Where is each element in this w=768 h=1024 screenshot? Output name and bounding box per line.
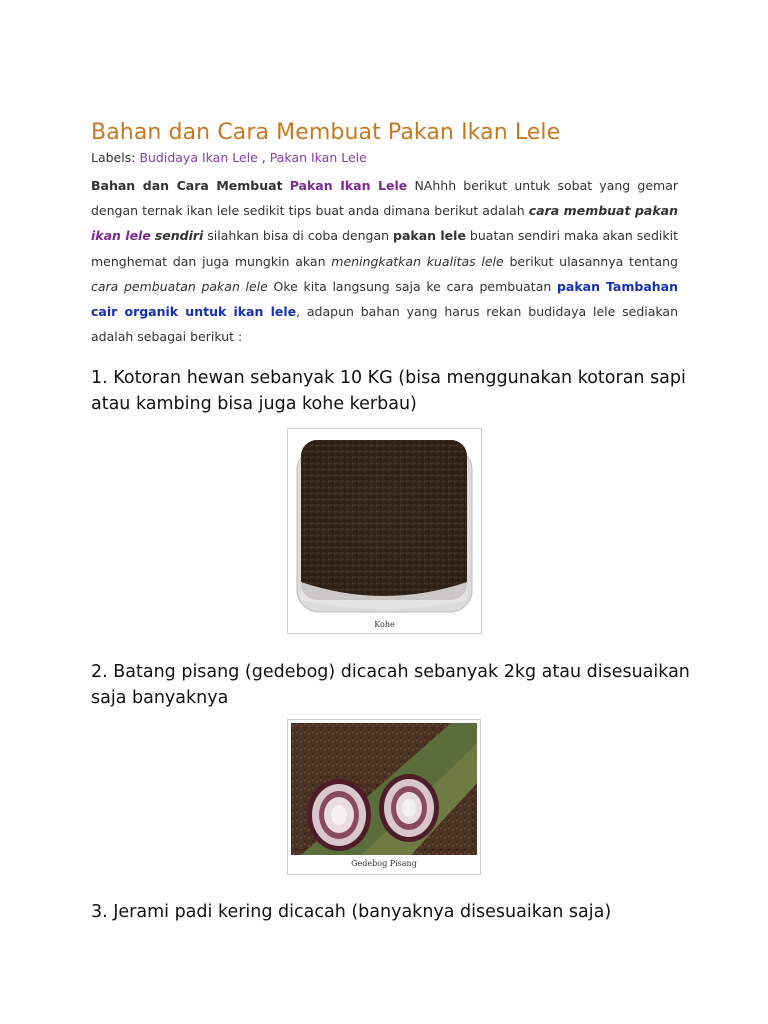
step-2: 2. Batang pisang (gedebog) dicacah sebanyak 2kg atau disesuaikan saja banyaknya — [91, 662, 690, 708]
labels-separator: , — [257, 150, 270, 165]
intro-bold-italic: sendiri — [154, 228, 204, 244]
figure-caption-gedebog: Gedebog Pisang — [351, 859, 417, 868]
gedebog-image — [291, 723, 477, 855]
intro-paragraph — [91, 173, 678, 349]
intro-text: berikut ulasannya tentang — [509, 253, 678, 269]
intro-italic: meningkatkan kualitas lele — [331, 253, 504, 269]
label-link-budidaya[interactable]: Budidaya Ikan Lele — [139, 150, 258, 165]
intro-highlight-link: pakan Tambahan cair organik untuk ikan lele — [91, 278, 679, 320]
intro-bold: Bahan dan Cara Membuat — [91, 178, 283, 193]
intro-highlight: Pakan Ikan Lele — [289, 178, 408, 193]
intro-bold-italic: cara membuat pakan — [528, 203, 678, 219]
figure-caption-kohe: Kohe — [374, 620, 395, 629]
labels-line — [91, 149, 678, 167]
figure-kohe — [287, 428, 482, 634]
article-title: Bahan dan Cara Membuat Pakan Ikan Lele — [91, 120, 561, 145]
intro-text: Oke kita langsung saja ke cara pembuatan — [273, 278, 552, 294]
intro-text: NAhhh berikut untuk sobat yang gemar dengan ternak ikan lele sedikit tips buat anda dimana berikut adalah — [91, 178, 678, 219]
kohe-image — [291, 432, 478, 614]
intro-highlight-italic: ikan lele — [91, 228, 151, 244]
figure-gedebog — [287, 719, 481, 875]
intro-italic: cara pembuatan pakan lele — [91, 278, 268, 294]
intro-text: , adapun bahan yang harus rekan budidaya lele sediakan adalah sebagai berikut : — [91, 304, 678, 345]
article — [91, 118, 678, 349]
step-1: 1. Kotoran hewan sebanyak 10 KG (bisa menggunakan kotoran sapi atau kambing bisa juga kohe kerbau) — [91, 368, 686, 414]
label-link-pakan[interactable]: Pakan Ikan Lele — [269, 150, 367, 165]
step-3: 3. Jerami padi kering dicacah (banyaknya disesuaikan saja) — [91, 902, 612, 922]
intro-bold: pakan lele — [393, 228, 466, 244]
intro-text: silahkan bisa di coba dengan — [207, 228, 390, 244]
labels-prefix: Labels: — [91, 150, 136, 165]
intro-text: buatan sendiri maka akan sedikit menghemat dan juga mungkin akan — [91, 228, 678, 269]
